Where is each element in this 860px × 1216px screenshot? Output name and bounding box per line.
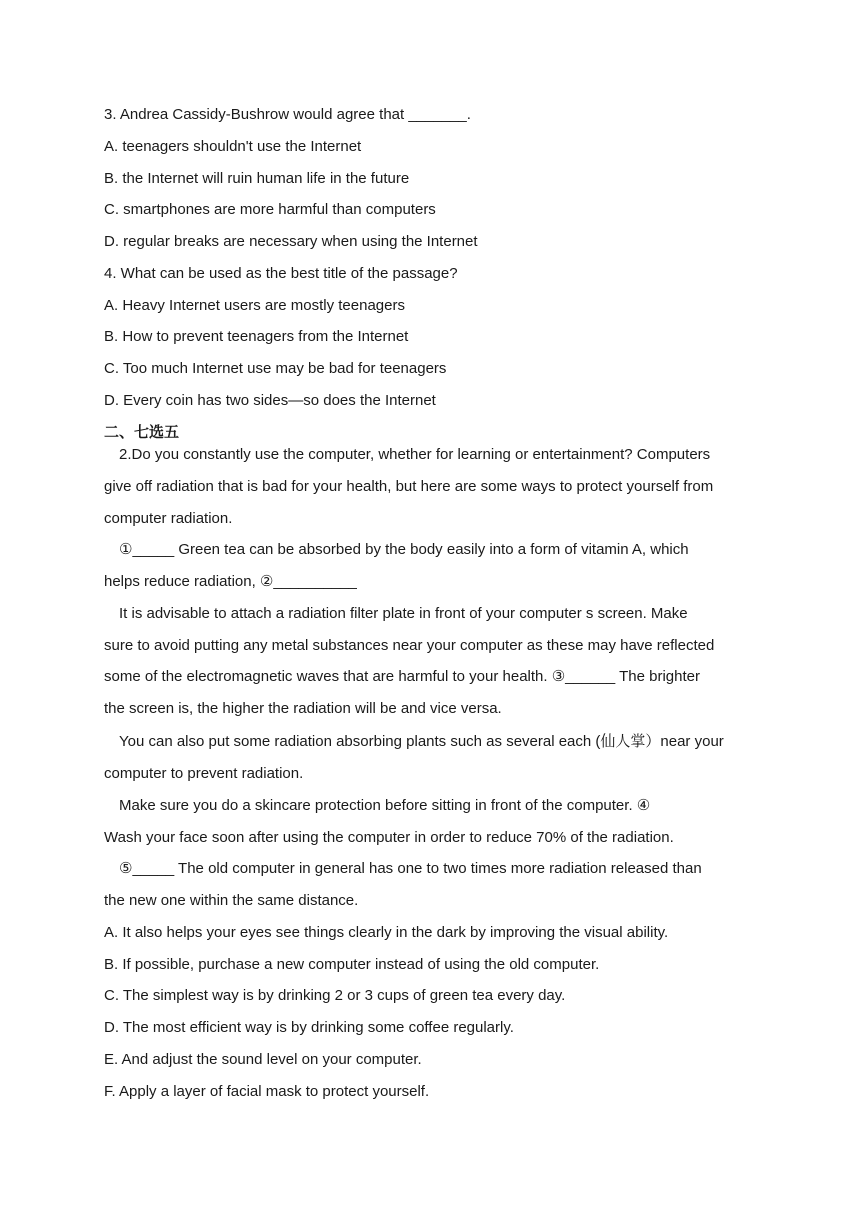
- cloze-option-f: F. Apply a layer of facial mask to protect yourself.: [104, 1083, 430, 1100]
- passage-p5-line-1: Make sure you do a skincare protection before sitting in front of the computer. ④: [119, 797, 651, 814]
- passage-p6-line-1: ⑤_____ The old computer in general has one to two times more radiation released than: [119, 860, 702, 877]
- passage-p2-line-2: helps reduce radiation, ②__________: [104, 573, 357, 590]
- passage-p3-line-3: some of the electromagnetic waves that are harmful to your health. ③______ The brighter: [104, 668, 701, 685]
- passage-p2-line-1: ①_____ Green tea can be absorbed by the body easily into a form of vitamin A, which: [119, 541, 689, 558]
- question-3-option-d: D. regular breaks are necessary when using the Internet: [104, 233, 478, 250]
- passage-p1-line-1: 2.Do you constantly use the computer, whether for learning or entertainment? Computers: [119, 446, 711, 463]
- passage-p6-line-2: the new one within the same distance.: [104, 892, 359, 909]
- question-3-option-a: A. teenagers shouldn't use the Internet: [104, 138, 362, 155]
- section-heading: 二、七选五: [104, 424, 180, 441]
- passage-p3-line-2: sure to avoid putting any metal substances near your computer as these may have reflected: [104, 637, 715, 654]
- cloze-option-d: D. The most efficient way is by drinking some coffee regularly.: [104, 1019, 514, 1036]
- question-4-option-c: C. Too much Internet use may be bad for teenagers: [104, 360, 447, 377]
- passage-p1-line-3: computer radiation.: [104, 510, 233, 527]
- passage-p3-line-4: the screen is, the higher the radiation will be and vice versa.: [104, 700, 502, 717]
- question-4-stem: 4. What can be used as the best title of the passage?: [104, 265, 458, 282]
- question-4-option-b: B. How to prevent teenagers from the Internet: [104, 328, 409, 345]
- question-4-option-d: D. Every coin has two sides—so does the Internet: [104, 392, 436, 409]
- cloze-option-e: E. And adjust the sound level on your computer.: [104, 1051, 422, 1068]
- question-4-option-a: A. Heavy Internet users are mostly teenagers: [104, 297, 405, 314]
- passage-p5-line-2: Wash your face soon after using the computer in order to reduce 70% of the radiation.: [104, 829, 674, 846]
- question-3-stem: 3. Andrea Cassidy-Bushrow would agree that _______.: [104, 106, 471, 123]
- passage-p4-line-1: You can also put some radiation absorbing plants such as several each (仙人掌）near your: [119, 733, 724, 750]
- cloze-option-a: A. It also helps your eyes see things clearly in the dark by improving the visual ability.: [104, 924, 669, 941]
- passage-p1-line-2: give off radiation that is bad for your health, but here are some ways to protect yourself from: [104, 478, 714, 495]
- question-3-option-b: B. the Internet will ruin human life in the future: [104, 170, 410, 187]
- question-3-option-c: C. smartphones are more harmful than computers: [104, 201, 436, 218]
- passage-p4-line-2: computer to prevent radiation.: [104, 765, 304, 782]
- cloze-option-c: C. The simplest way is by drinking 2 or 3 cups of green tea every day.: [104, 987, 566, 1004]
- cloze-option-b: B. If possible, purchase a new computer instead of using the old computer.: [104, 956, 600, 973]
- passage-p3-line-1: It is advisable to attach a radiation filter plate in front of your computer s screen. Make: [119, 605, 688, 622]
